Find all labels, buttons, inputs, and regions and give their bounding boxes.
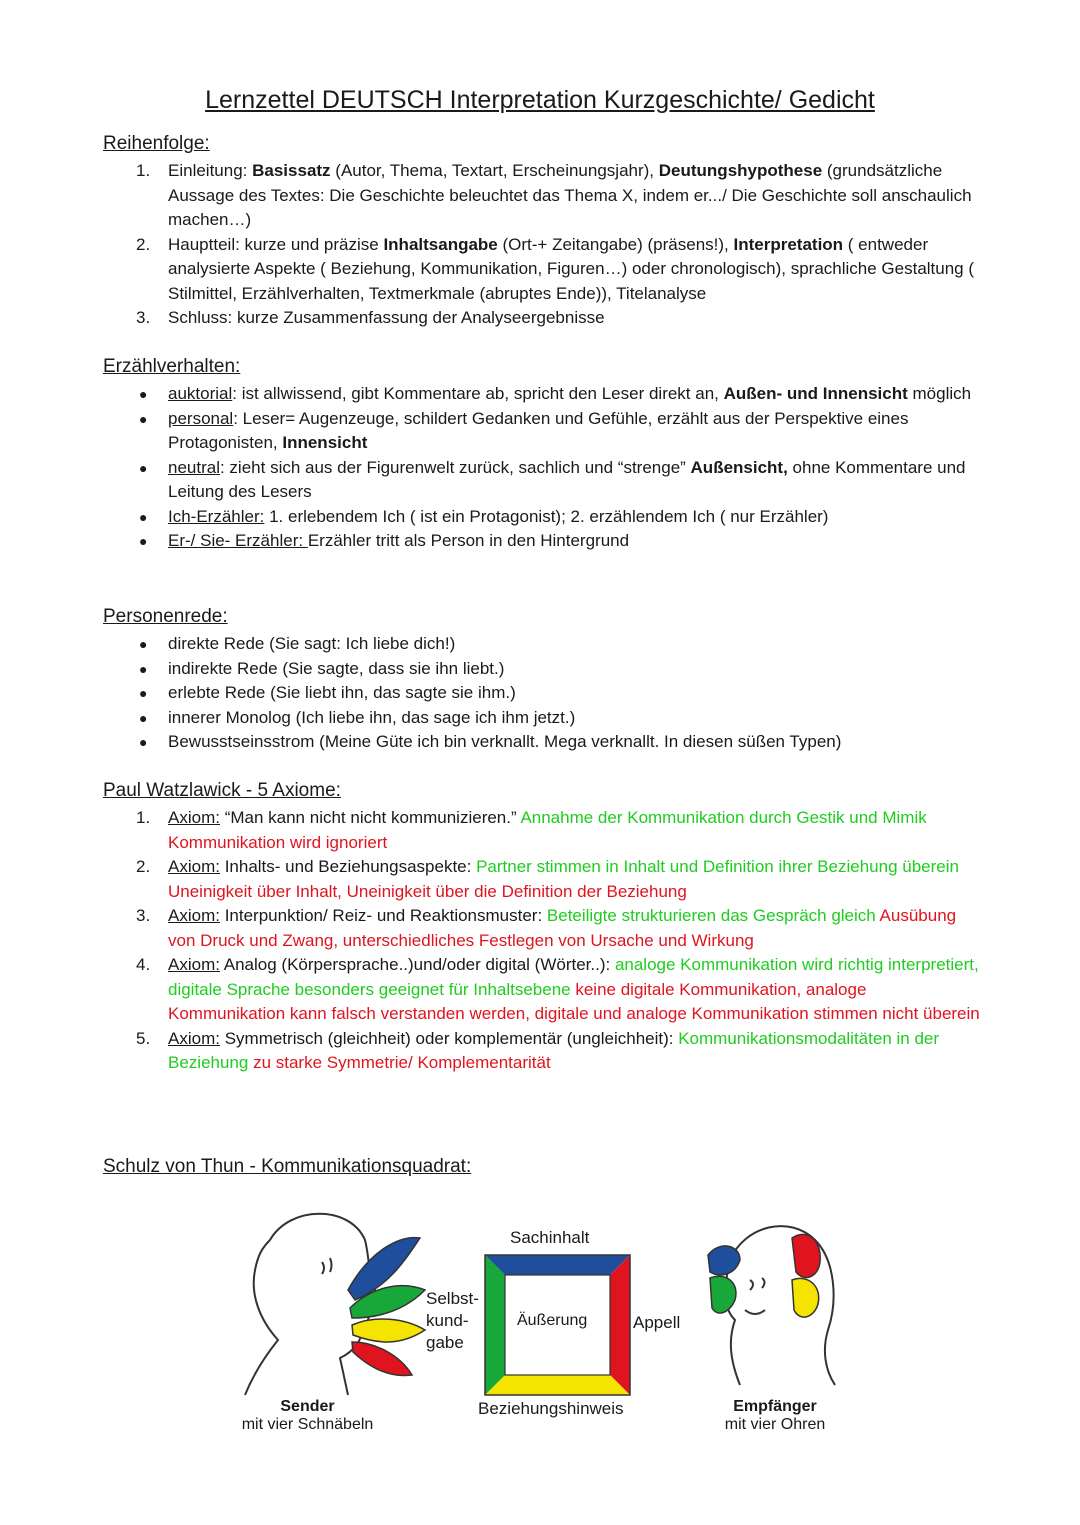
- bullet-icon: ●: [139, 459, 148, 476]
- list-item: 4. Axiom: Analog (Körpersprache..)und/oder digital (Wörter..): analoge Kommunikation wird richtig interpretiert, digitale Sprache besonders geeignet für Inhaltsebene keine digitale Kommunikation, analoge Kommunikation kann falsch verstanden werden, digitale und analoge Kommunikation stimmen nicht überein: [136, 955, 980, 1023]
- ear-blue-icon: [708, 1246, 740, 1275]
- list-item: ● Er-/ Sie- Erzähler: Erzähler tritt als Person in den Hintergrund: [103, 529, 983, 554]
- bullet-icon: ●: [139, 533, 148, 549]
- section-heading-erzaehlverhalten: Erzählverhalten:: [103, 356, 241, 377]
- square-right-red: [610, 1255, 630, 1395]
- list-item: ● Ich-Erzähler: 1. erlebendem Ich ( ist ein Protagonist); 2. erzählendem Ich ( nur Erzähler): [103, 505, 983, 530]
- list-item: ● indirekte Rede (Sie sagte, dass sie ihn liebt.): [103, 657, 983, 682]
- square-bottom-yellow: [485, 1375, 630, 1395]
- bullet-icon: ●: [139, 685, 148, 701]
- list-item: 2. Axiom: Inhalts- und Beziehungsaspekte: Partner stimmen in Inhalt und Definition ihrer Beziehung überein Uneinigkeit über Inhalt, Uneinigkeit über die Definition der Beziehung: [136, 857, 959, 901]
- list-item: ● erlebte Rede (Sie liebt ihn, das sagte sie ihm.): [103, 681, 983, 706]
- list-item: ● personal: Leser= Augenzeuge, schildert Gedanken und Gefühle, erzählt aus der Perspektive eines Protagonisten, Innensicht: [139, 408, 909, 452]
- list-erzaehlverhalten: [103, 382, 983, 554]
- bullet-icon: ●: [139, 636, 148, 652]
- ear-red-icon: [792, 1234, 820, 1277]
- bullet-icon: ●: [139, 508, 148, 525]
- label-appell: Appell: [633, 1313, 681, 1332]
- list-item: 1. Axiom: “Man kann nicht nicht kommunizieren.” Annahme der Kommunikation durch Gestik und Mimik Kommunikation wird ignoriert: [136, 808, 927, 852]
- list-item: 1. Einleitung: Basissatz (Autor, Thema, Textart, Erscheinungsjahr), Deutungshypothese (grundsätzliche Aussage des Textes: Die Geschichte beleuchtet das Thema X, indem er.../ Die Geschichte soll anschaulich machen…): [136, 161, 972, 229]
- label-beziehungshinweis: Beziehungshinweis: [478, 1399, 624, 1418]
- empfaenger-caption: Empfänger mit vier Ohren: [724, 1398, 826, 1433]
- kommunikationsquadrat-figure: [230, 1200, 850, 1450]
- bullet-icon: ●: [139, 734, 148, 750]
- label-sachinhalt: Sachinhalt: [510, 1228, 590, 1247]
- list-item: ● direkte Rede (Sie sagt: Ich liebe dich!): [103, 632, 983, 657]
- section-heading-reihenfolge: Reihenfolge:: [103, 133, 210, 154]
- list-item: ● Bewusstseinsstrom (Meine Güte ich bin verknallt. Mega verknallt. In diesen süßen Typen): [103, 730, 983, 755]
- section-heading-schulz: Schulz von Thun - Kommunikationsquadrat:: [103, 1156, 472, 1177]
- list-axiome: [103, 806, 983, 1076]
- list-item: ● auktorial: ist allwissend, gibt Kommentare ab, spricht den Leser direkt an, Außen- und Innensicht möglich: [103, 382, 983, 407]
- sender-caption: Sender mit vier Schnäbeln: [241, 1398, 374, 1433]
- square-top-blue: [485, 1255, 630, 1275]
- square-left-green: [485, 1255, 505, 1395]
- list-item: ● innerer Monolog (Ich liebe ihn, das sage ich ihm jetzt.): [103, 706, 983, 731]
- section-heading-personenrede: Personenrede:: [103, 606, 228, 627]
- list-personenrede: [103, 632, 983, 755]
- bullet-icon: ●: [139, 410, 148, 427]
- list-reihenfolge: [103, 159, 983, 331]
- list-item: 2. Hauptteil: kurze und präzise Inhaltsangabe (Ort-+ Zeitangabe) (präsens!), Interpretation ( entweder analysierte Aspekte ( Beziehung, Kommunikation, Figuren…) oder chronologisch), sprachliche Gestaltung ( Stilmittel, Erzählverhalten, Textmerkmale (abruptes Ende)), Titelanalyse: [136, 234, 975, 303]
- list-item: 3. Axiom: Interpunktion/ Reiz- und Reaktionsmuster: Beteiligte strukturieren das Gespräch gleich Ausübung von Druck und Zwang, unterschiedliches Festlegen von Ursache und Wirkung: [136, 906, 957, 950]
- ear-yellow-icon: [792, 1278, 819, 1317]
- list-item: ● neutral: zieht sich aus der Figurenwelt zurück, sachlich und “strenge” Außensicht, ohne Kommentare und Leitung des Lesers: [139, 457, 966, 501]
- page-title: Lernzettel DEUTSCH Interpretation Kurzgeschichte/ Gedicht: [205, 86, 875, 114]
- label-selbstkundgabe: Selbst- kund- gabe: [426, 1289, 479, 1352]
- bullet-icon: ●: [139, 386, 148, 402]
- section-heading-watzlawick: Paul Watzlawick - 5 Axiome:: [103, 780, 341, 801]
- list-item: 5. Axiom: Symmetrisch (gleichheit) oder komplementär (ungleichheit): Kommunikationsmodalitäten in der Beziehung zu starke Symmetrie/ Komplementarität: [136, 1028, 940, 1072]
- beak-yellow-icon: [352, 1319, 425, 1342]
- list-item: 3. Schluss: kurze Zusammenfassung der Analyseergebnisse: [136, 308, 605, 327]
- ear-green-icon: [710, 1276, 736, 1313]
- bullet-icon: ●: [139, 660, 148, 677]
- label-aeusserung: Äußerung: [517, 1312, 588, 1329]
- beak-red-icon: [352, 1342, 412, 1376]
- bullet-icon: ●: [139, 709, 148, 726]
